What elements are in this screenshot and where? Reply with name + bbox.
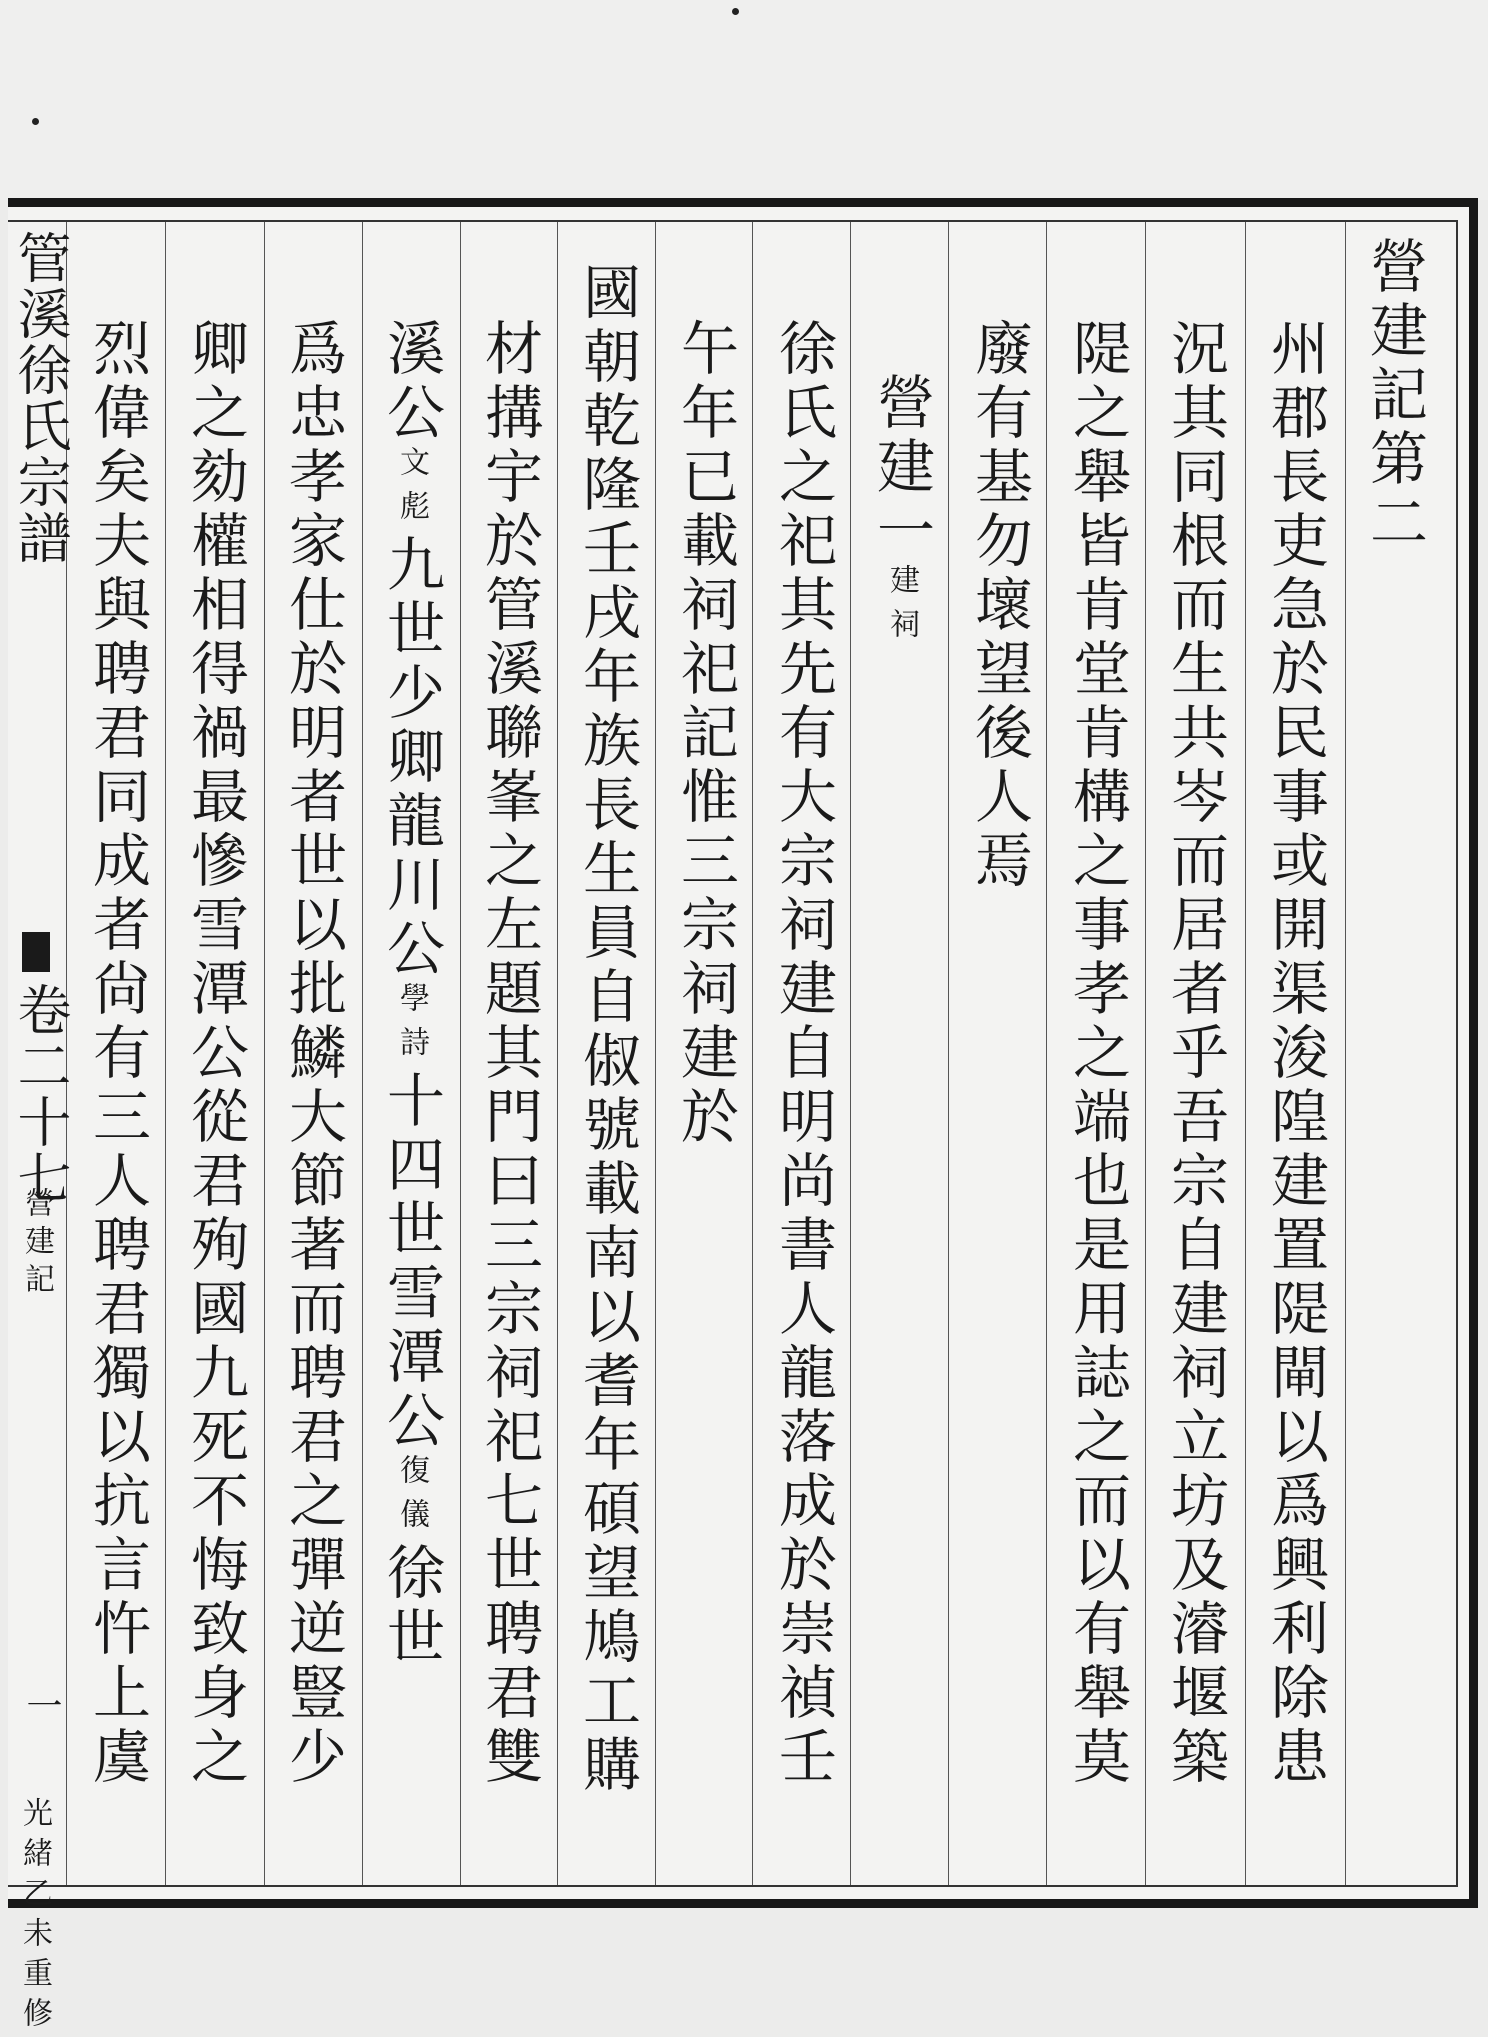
text-run: 徐世: [377, 1542, 445, 1670]
column-divider: [850, 222, 851, 1885]
text-run: 十四世雪潭公: [377, 1070, 445, 1454]
text-column-10: 爲忠孝家仕於明者世以批鱗大節著而聘君之彈逆豎少: [279, 318, 347, 1790]
book-title: 管溪徐氏宗譜: [9, 230, 72, 566]
ink-speck: [732, 8, 739, 15]
text-column-11: 卿之劾權相得禍最慘雪潭公從君殉國九死不悔致身之: [181, 318, 249, 1790]
text-column-1: 州郡長吏急於民事或開渠浚隍建置隄閘以爲興利除患: [1261, 318, 1329, 1790]
section-header: [867, 372, 935, 652]
inner-rule: [8, 220, 1456, 222]
column-divider: [460, 222, 461, 1885]
upper-margin: [0, 0, 1488, 200]
column-divider: [655, 222, 656, 1885]
column-divider: [264, 222, 265, 1885]
text-run: 九世少卿龍川公: [377, 534, 445, 982]
inner-rule: [8, 1885, 1456, 1887]
interlinear-note: 學詩: [394, 982, 429, 1070]
column-divider: [1145, 222, 1146, 1885]
edition-note: 光緒乙未重修: [17, 1797, 52, 2037]
column-divider: [1245, 222, 1246, 1885]
section-number: 一: [867, 500, 935, 564]
text-run: 溪公: [377, 318, 445, 446]
fish-tail-mark: [22, 932, 50, 972]
section-note: 建祠: [884, 564, 919, 652]
column-divider: [1046, 222, 1047, 1885]
text-column-7: 國朝乾隆壬戌年族長生員自俶號載南以耆年碩望鳩工購: [573, 262, 641, 1798]
column-divider: [1345, 222, 1346, 1885]
page-number: 一: [21, 1687, 62, 1723]
text-column-5: 徐氏之祀其先有大宗祠建自明尚書人龍落成於崇禎壬: [769, 318, 837, 1790]
text-column-4: 廢有基勿壞望後人焉: [965, 318, 1033, 894]
column-divider: [948, 222, 949, 1885]
column-divider: [165, 222, 166, 1885]
text-column-6: 午年已載祠祀記惟三宗祠建於: [671, 318, 739, 1150]
interlinear-note: 文彪: [394, 446, 429, 534]
inner-rule: [1456, 220, 1458, 1887]
section-main: 營建: [867, 372, 935, 500]
text-column-2: 況其同根而生共岑而居者乎吾宗自建祠立坊及濬堰築: [1161, 318, 1229, 1790]
column-divider: [752, 222, 753, 1885]
column-divider: [362, 222, 363, 1885]
text-column-9: [377, 318, 445, 1670]
column-divider: [557, 222, 558, 1885]
volume-label: 卷二十七: [9, 982, 72, 1206]
text-column-3: 隄之舉皆肯堂肯構之事孝之端也是用誌之而以有舉莫: [1063, 318, 1131, 1790]
ink-speck: [32, 118, 39, 125]
text-column-8: 材搆宇於管溪聯峯之左題其門曰三宗祠祀七世聘君雙: [475, 318, 543, 1790]
interlinear-note: 復儀: [394, 1454, 429, 1542]
section-label: 營建記: [19, 1187, 54, 1301]
centre-fold-strip: [8, 222, 72, 2037]
text-column-12: 烈偉矣夫與聘君同成者尙有三人聘君獨以抗言忤上虞: [83, 318, 151, 1790]
page-heading: 營建記第二: [1360, 236, 1428, 556]
